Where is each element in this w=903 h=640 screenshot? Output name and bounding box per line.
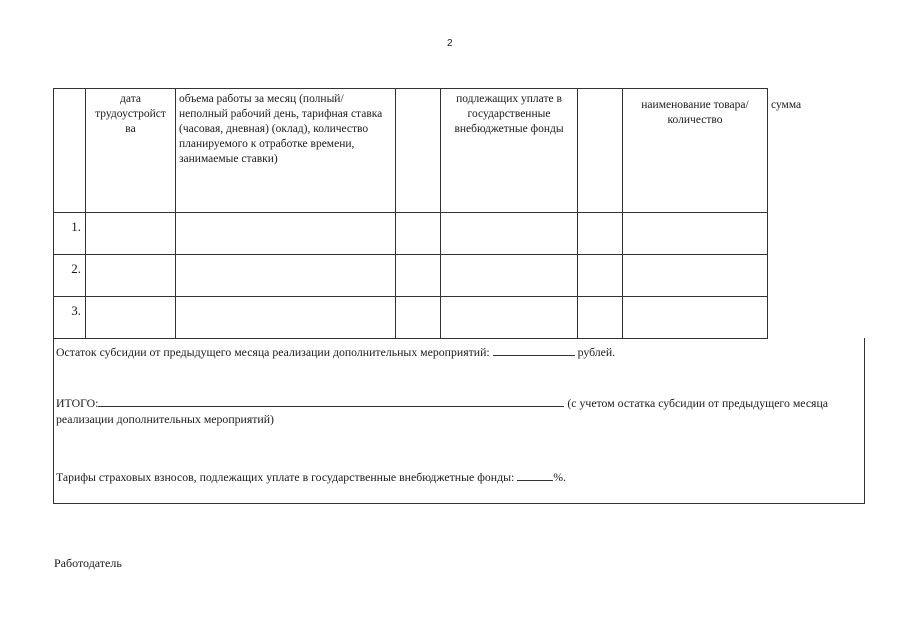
total-note: (с учетом остатка субсидии от предыдущего месяца bbox=[567, 396, 829, 410]
table-header-row: дата трудоустройст ва объема работы за месяц (полный/неполный рабочий день, тарифная ставка (часовая, дневная) (оклад), количество планируемого к отработке времени, занимаемые ставки) подлежащих уплате в государственные внебюджетные фонды наименование товара/ количество сумма bbox=[54, 89, 866, 213]
header-cell-blank-1 bbox=[396, 89, 441, 213]
table-row bbox=[54, 255, 866, 297]
remainder-blank[interactable] bbox=[493, 344, 575, 356]
cell-blank-2[interactable] bbox=[578, 213, 623, 255]
cell-blank-1[interactable] bbox=[396, 297, 441, 339]
table-row bbox=[54, 213, 866, 255]
header-cell-employment-date: дата трудоустройст ва bbox=[86, 89, 176, 213]
total-label: ИТОГО: bbox=[56, 396, 99, 410]
total-blank[interactable] bbox=[98, 395, 564, 407]
total-note-cont-line bbox=[56, 411, 861, 427]
header-cell-number bbox=[54, 89, 86, 213]
employer-label: Работодатель bbox=[54, 556, 122, 570]
cell-blank-2[interactable] bbox=[578, 255, 623, 297]
cell-insurance-funds[interactable] bbox=[441, 297, 578, 339]
cell-goods-name[interactable] bbox=[623, 255, 768, 297]
cell-insurance-funds[interactable] bbox=[441, 255, 578, 297]
cell-blank-2[interactable] bbox=[578, 297, 623, 339]
remainder-text: Остаток субсидии от предыдущего месяца реализации дополнительных мероприятий: bbox=[56, 345, 490, 359]
cell-work-volume[interactable] bbox=[176, 255, 396, 297]
row-number: 3. bbox=[54, 297, 86, 339]
total-line bbox=[56, 395, 861, 411]
cell-employment-date[interactable] bbox=[86, 297, 176, 339]
cell-work-volume[interactable] bbox=[176, 213, 396, 255]
cell-goods-name[interactable] bbox=[623, 297, 768, 339]
cell-employment-date[interactable] bbox=[86, 213, 176, 255]
summary-box bbox=[53, 338, 865, 504]
header-cell-goods-name: наименование товара/ количество bbox=[623, 89, 768, 213]
tariff-text: Тарифы страховых взносов, подлежащих уплате в государственные внебюджетные фонды: bbox=[56, 470, 515, 484]
header-cell-work-volume: объема работы за месяц (полный/неполный рабочий день, тарифная ставка (часовая, дневная) (оклад), количество планируемого к отработке времени, занимаемые ставки) bbox=[176, 89, 396, 213]
cell-blank-1[interactable] bbox=[396, 255, 441, 297]
page-number: 2 bbox=[447, 38, 453, 49]
tariff-line bbox=[56, 469, 861, 485]
header-cell-insurance-funds: подлежащих уплате в государственные внебюджетные фонды bbox=[441, 89, 578, 213]
tariff-blank[interactable] bbox=[517, 469, 553, 481]
cell-blank-1[interactable] bbox=[396, 213, 441, 255]
row-number: 2. bbox=[54, 255, 86, 297]
cell-work-volume[interactable] bbox=[176, 297, 396, 339]
cell-employment-date[interactable] bbox=[86, 255, 176, 297]
cell-insurance-funds[interactable] bbox=[441, 213, 578, 255]
header-cell-blank-2 bbox=[578, 89, 623, 213]
tariff-unit: %. bbox=[553, 470, 567, 484]
cell-goods-name[interactable] bbox=[623, 213, 768, 255]
remainder-line bbox=[56, 344, 861, 360]
table-row bbox=[54, 297, 866, 339]
employment-table bbox=[53, 88, 866, 339]
remainder-unit: рублей. bbox=[577, 345, 616, 359]
row-number: 1. bbox=[54, 213, 86, 255]
total-note-cont: реализации дополнительных мероприятий) bbox=[56, 412, 274, 426]
